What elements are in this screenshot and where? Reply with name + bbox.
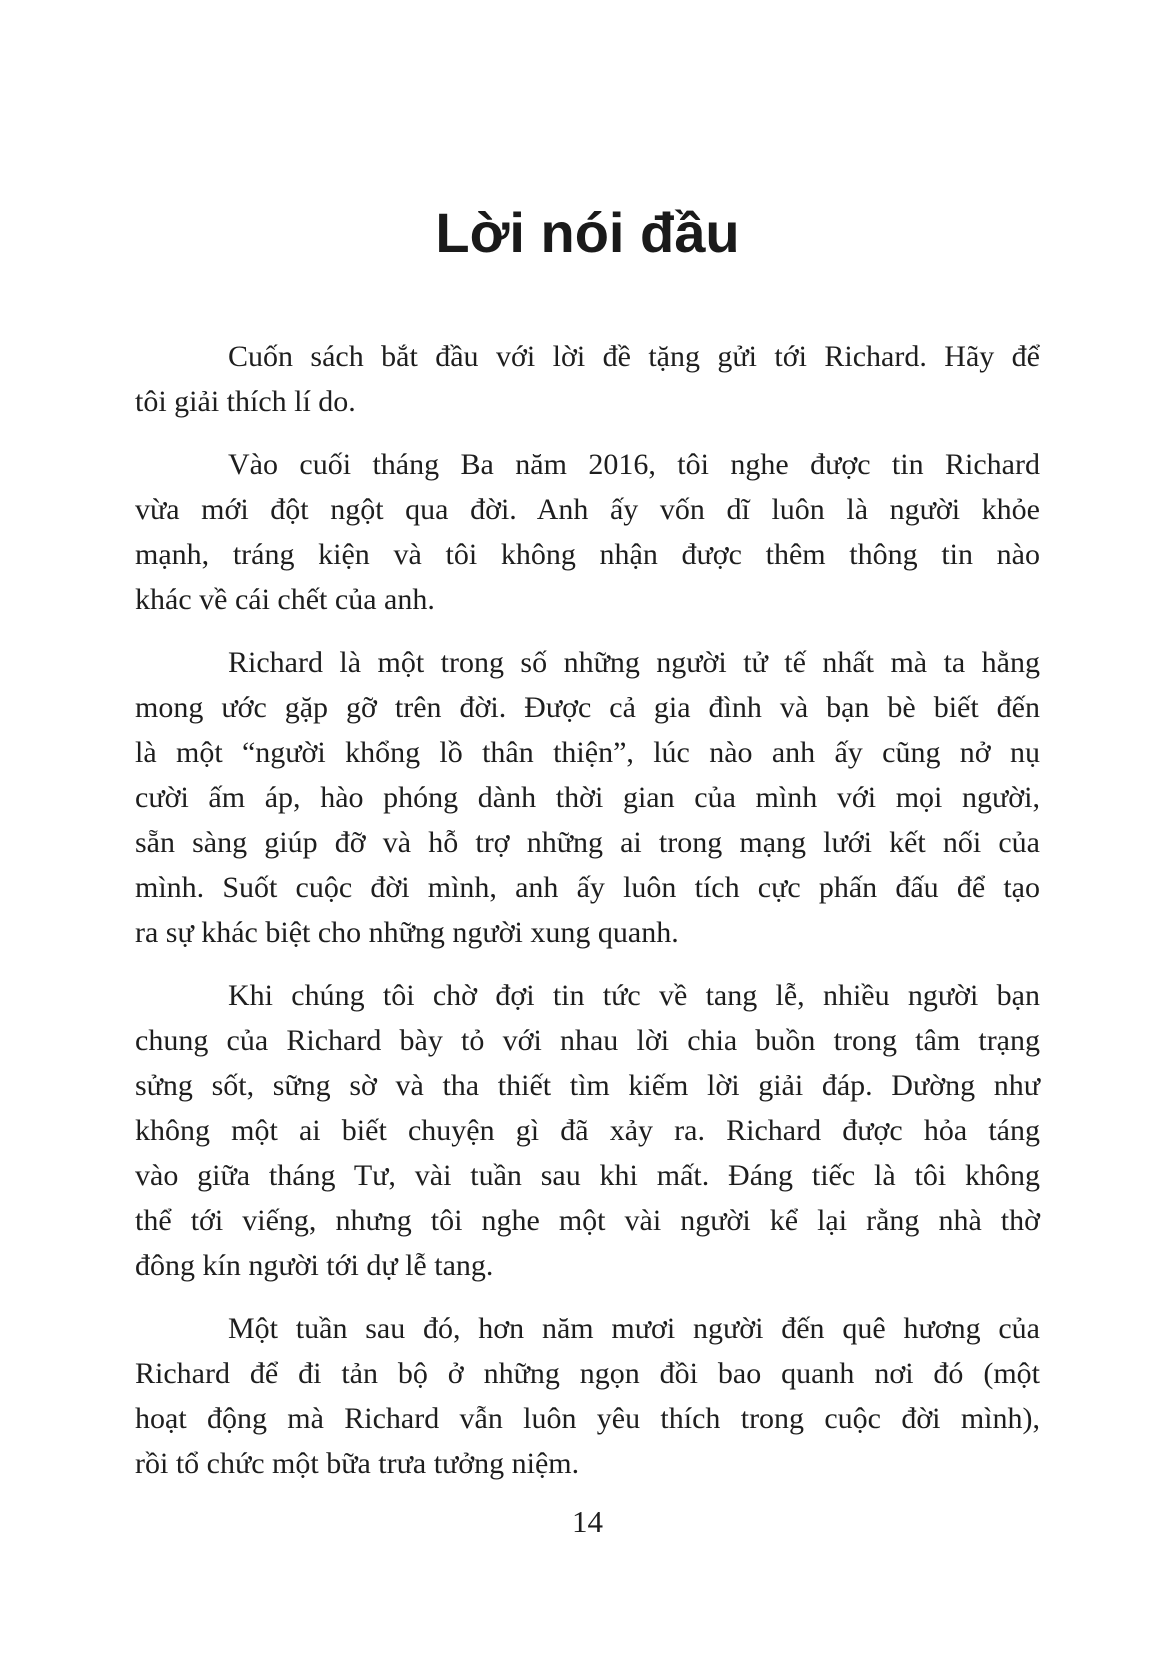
text-line: Richard để đi tản bộ ở những ngọn đồi bao quanh nơi đó (một bbox=[135, 1357, 1040, 1390]
text-line: vào giữa tháng Tư, vài tuần sau khi mất. Đáng tiếc là tôi không bbox=[135, 1159, 1040, 1192]
text-line: tôi giải thích lí do. bbox=[135, 385, 356, 418]
text-line: cười ấm áp, hào phóng dành thời gian của mình với mọi người, bbox=[135, 781, 1040, 814]
paragraph bbox=[135, 334, 1040, 424]
text-line: chung của Richard bày tỏ với nhau lời chia buồn trong tâm trạng bbox=[135, 1024, 1040, 1057]
text-line: vừa mới đột ngột qua đời. Anh ấy vốn dĩ luôn là người khỏe bbox=[135, 493, 1040, 526]
text-line: thể tới viếng, nhưng tôi nghe một vài người kể lại rằng nhà thờ bbox=[135, 1204, 1040, 1237]
text-line: không một ai biết chuyện gì đã xảy ra. Richard được hỏa táng bbox=[135, 1114, 1040, 1147]
text-line: Khi chúng tôi chờ đợi tin tức về tang lễ, nhiều người bạn bbox=[228, 979, 1040, 1012]
paragraph bbox=[135, 640, 1040, 955]
text-line: Cuốn sách bắt đầu với lời đề tặng gửi tới Richard. Hãy để bbox=[228, 340, 1040, 373]
text-line: rồi tổ chức một bữa trưa tưởng niệm. bbox=[135, 1447, 580, 1480]
text-line: hoạt động mà Richard vẫn luôn yêu thích trong cuộc đời mình), bbox=[135, 1402, 1040, 1435]
text-line: sửng sốt, sững sờ và tha thiết tìm kiếm lời giải đáp. Dường như bbox=[135, 1069, 1040, 1102]
paragraph bbox=[135, 1306, 1040, 1486]
text-line: Richard là một trong số những người tử tế nhất mà ta hằng bbox=[228, 646, 1040, 679]
paragraph bbox=[135, 442, 1040, 622]
text-line: mạnh, tráng kiện và tôi không nhận được thêm thông tin nào bbox=[135, 538, 1040, 571]
text-line: mình. Suốt cuộc đời mình, anh ấy luôn tích cực phấn đấu để tạo bbox=[135, 871, 1040, 904]
chapter-title: Lời nói đầu bbox=[435, 201, 740, 264]
text-line: mong ước gặp gỡ trên đời. Được cả gia đình và bạn bè biết đến bbox=[135, 691, 1040, 724]
page-number: 14 bbox=[572, 1504, 603, 1539]
text-line: Vào cuối tháng Ba năm 2016, tôi nghe được tin Richard bbox=[228, 448, 1040, 481]
text-line: đông kín người tới dự lễ tang. bbox=[135, 1249, 494, 1282]
text-line: Một tuần sau đó, hơn năm mươi người đến quê hương của bbox=[228, 1312, 1040, 1345]
body-text bbox=[135, 334, 1040, 1486]
text-line: sẵn sàng giúp đỡ và hỗ trợ những ai trong mạng lưới kết nối của bbox=[135, 826, 1040, 859]
paragraph bbox=[135, 973, 1040, 1288]
text-line: khác về cái chết của anh. bbox=[135, 583, 435, 616]
text-line: ra sự khác biệt cho những người xung quanh. bbox=[135, 916, 679, 949]
text-line: là một “người khổng lồ thân thiện”, lúc nào anh ấy cũng nở nụ bbox=[135, 736, 1040, 769]
